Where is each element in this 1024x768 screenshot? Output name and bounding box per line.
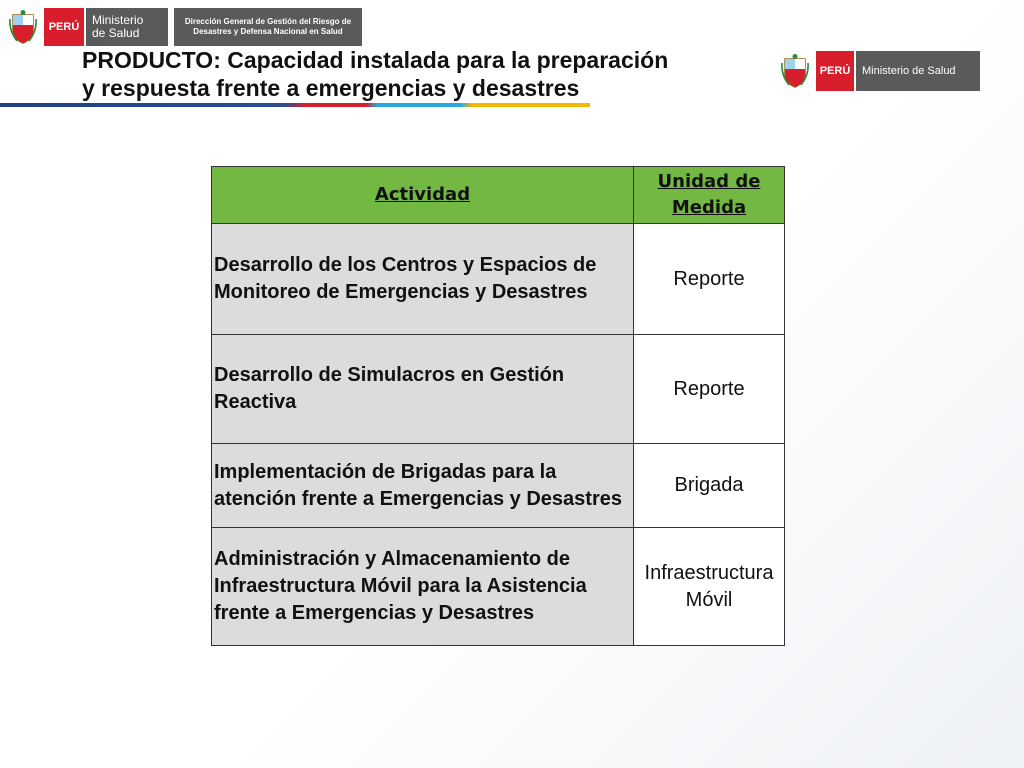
- header-actividad: Actividad: [212, 167, 634, 224]
- header-logo-bar: [8, 8, 362, 48]
- peru-badge: PERÚ: [44, 8, 84, 46]
- directorate-line2: Desastres y Defensa Nacional en Salud: [193, 27, 343, 36]
- cell-actividad: Administración y Almacenamiento de Infraestructura Móvil para la Asistencia frente a Emergencias y Desastres: [212, 528, 634, 646]
- cell-actividad: Desarrollo de Simulacros en Gestión Reactiva: [212, 335, 634, 444]
- coat-of-arms-icon: [780, 52, 810, 90]
- title-line1: PRODUCTO: Capacidad instalada para la preparación: [82, 47, 669, 73]
- cell-actividad: Desarrollo de los Centros y Espacios de Monitoreo de Emergencias y Desastres: [212, 224, 634, 335]
- header-logo-right: [780, 50, 980, 92]
- table-header-row: [212, 167, 785, 224]
- table-row: [212, 528, 785, 646]
- header-unidad-medida: Unidad de Medida: [634, 167, 785, 224]
- cell-unidad: Infraestructura Móvil: [634, 528, 785, 646]
- cell-unidad: Reporte: [634, 224, 785, 335]
- ministry-line1: Ministerio: [92, 13, 144, 27]
- directorate-line1: Dirección General de Gestión del Riesgo de: [184, 17, 352, 26]
- page-title: [82, 46, 668, 102]
- table-row: [212, 444, 785, 528]
- ministry-badge-right: Ministerio de Salud: [854, 51, 980, 91]
- table-row: [212, 335, 785, 444]
- title-underline: [0, 103, 590, 107]
- cell-unidad: Brigada: [634, 444, 785, 528]
- directorate-badge: [174, 8, 362, 46]
- cell-unidad: Reporte: [634, 335, 785, 444]
- coat-of-arms-icon: [8, 8, 38, 46]
- title-line2: y respuesta frente a emergencias y desastres: [82, 75, 580, 101]
- product-table: [211, 166, 785, 646]
- peru-badge-right: PERÚ: [816, 51, 854, 91]
- ministry-badge: [84, 8, 168, 46]
- cell-actividad: Implementación de Brigadas para la atención frente a Emergencias y Desastres: [212, 444, 634, 528]
- table-row: [212, 224, 785, 335]
- ministry-line2: de Salud: [92, 26, 140, 40]
